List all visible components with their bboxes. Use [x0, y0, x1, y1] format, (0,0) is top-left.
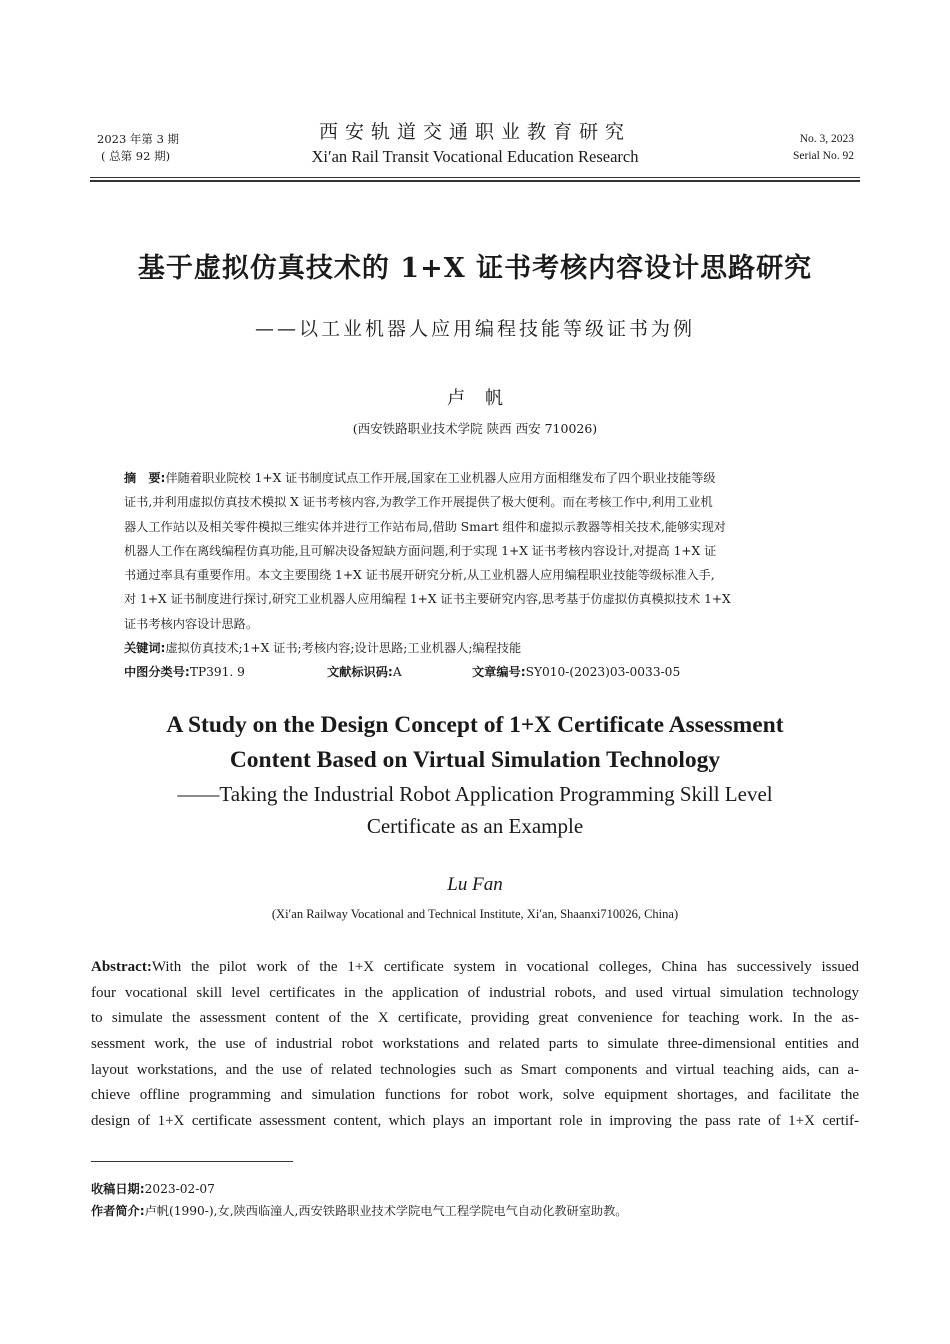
abstract-en-line: sessment work, the use of industrial robot workstations and related parts to simulate three-dimensional entities and [91, 1036, 859, 1053]
serial-number: Serial No. 92 [792, 150, 854, 162]
abstract-en-line: four vocational skill level certificates in the application of industrial robots, and used virtual simulation technology [91, 984, 859, 1001]
footnote-rule [91, 1161, 293, 1162]
abstract-cn [124, 466, 828, 636]
issue-info-right [793, 131, 854, 165]
title-cn: 基于虚拟仿真技术的 1+X 证书考核内容设计思路研究 [137, 253, 813, 284]
author-en: Lu Fan [447, 874, 503, 895]
clc-number: 中图分类号:TP391. 9 [124, 665, 245, 679]
document-code: 文献标识码:A [327, 665, 402, 679]
issue-number: No. 3, 2023 [799, 133, 854, 145]
affiliation-en: (Xi′an Railway Vocational and Technical Institute, Xi′an, Shaanxi710026, China) [271, 907, 679, 921]
abstract-en-line: design of 1+X certificate assessment content, which plays an important role in improving the pass rate of 1+X certif- [91, 1113, 859, 1130]
keywords-cn [124, 636, 828, 660]
affiliation-cn: (西安铁路职业技术学院 陕西 西安 710026) [352, 421, 598, 436]
abstract-cn-line: 书通过率具有重要作用。本文主要围绕 1+X 证书展开研究分析,从工业机器人应用编程职业技能等级标准入手, [124, 568, 715, 583]
abstract-cn-line: 摘 要:伴随着职业院校 1+X 证书制度试点工作开展,国家在工业机器人应用方面相继发布了四个职业技能等级 [124, 471, 716, 485]
footnote [91, 1178, 871, 1222]
received-date: 收稿日期:2023-02-07 [91, 1182, 215, 1196]
abstract-en-label: Abstract: [91, 959, 152, 975]
journal-name-en: Xi′an Rail Transit Vocational Education Research [311, 147, 639, 166]
keywords-cn-text: 虚拟仿真技术;1+X 证书;考核内容;设计思路;工业机器人;编程技能 [165, 641, 522, 655]
abstract-en-line: Abstract:With the pilot work of the 1+X certificate system in vocational colleges, China has successively issued [91, 959, 859, 975]
abstract-cn-line: 证书,并利用虚拟仿真技术模拟 X 证书考核内容,为教学工作开展提供了极大便利。而在考核工作中,利用工业机 [124, 495, 713, 510]
header-rule-thin [90, 177, 860, 178]
abstract-cn-line: 机器人工作在离线编程仿真功能,且可解决设备短缺方面问题,利于实现 1+X 证书考核内容设计,对提高 1+X 证 [124, 543, 717, 558]
abstract-cn-label: 摘 要: [124, 471, 166, 485]
author-bio: 作者简介:卢帆(1990-),女,陕西临潼人,西安铁路职业技术学院电气工程学院电气自动化教研室助教。 [91, 1204, 628, 1218]
issue-year: 2023 年第 3 期 [97, 132, 180, 146]
title-en: A Study on the Design Concept of 1+X Certificate Assessment Content Based on Virtual Simulation Technology [166, 712, 784, 773]
author-cn: 卢帆 [447, 388, 523, 409]
journal-name-cn: 西安轨道交通职业教育研究 [318, 121, 631, 143]
abstract-en-line: to simulate the assessment content of the X certificate, providing great convenience for teaching work. In the as- [91, 1010, 859, 1027]
subtitle-en: ——Taking the Industrial Robot Application Programming Skill Level Certificate as an Example [177, 782, 773, 838]
abstract-en [91, 955, 859, 1135]
header-rule-thick [90, 180, 860, 182]
abstract-cn-line: 证书考核内容设计思路。 [124, 616, 259, 631]
keywords-cn-label: 关键词: [124, 641, 166, 655]
issue-total: ( 总第 92 期) [101, 149, 171, 163]
subtitle-cn: ——以工业机器人应用编程技能等级证书为例 [254, 318, 695, 340]
abstract-en-line: layout workstations, and the use of related technologies such as Smart components and virtual teaching aids, can a- [91, 1061, 859, 1078]
article-number: 文章编号:SY010-(2023)03-0033-05 [472, 665, 681, 679]
abstract-cn-line: 对 1+X 证书制度进行探讨,研究工业机器人应用编程 1+X 证书主要研究内容,思考基于仿虚拟仿真模拟技术 1+X [124, 592, 731, 607]
abstract-cn-line: 器人工作站以及相关零件模拟三维实体并进行工作站布局,借助 Smart 组件和虚拟示教器等相关技术,能够实现对 [124, 519, 726, 534]
abstract-en-line: chieve offline programming and simulation functions for robot work, solve equipment shortages, and facilitate the [91, 1087, 859, 1104]
